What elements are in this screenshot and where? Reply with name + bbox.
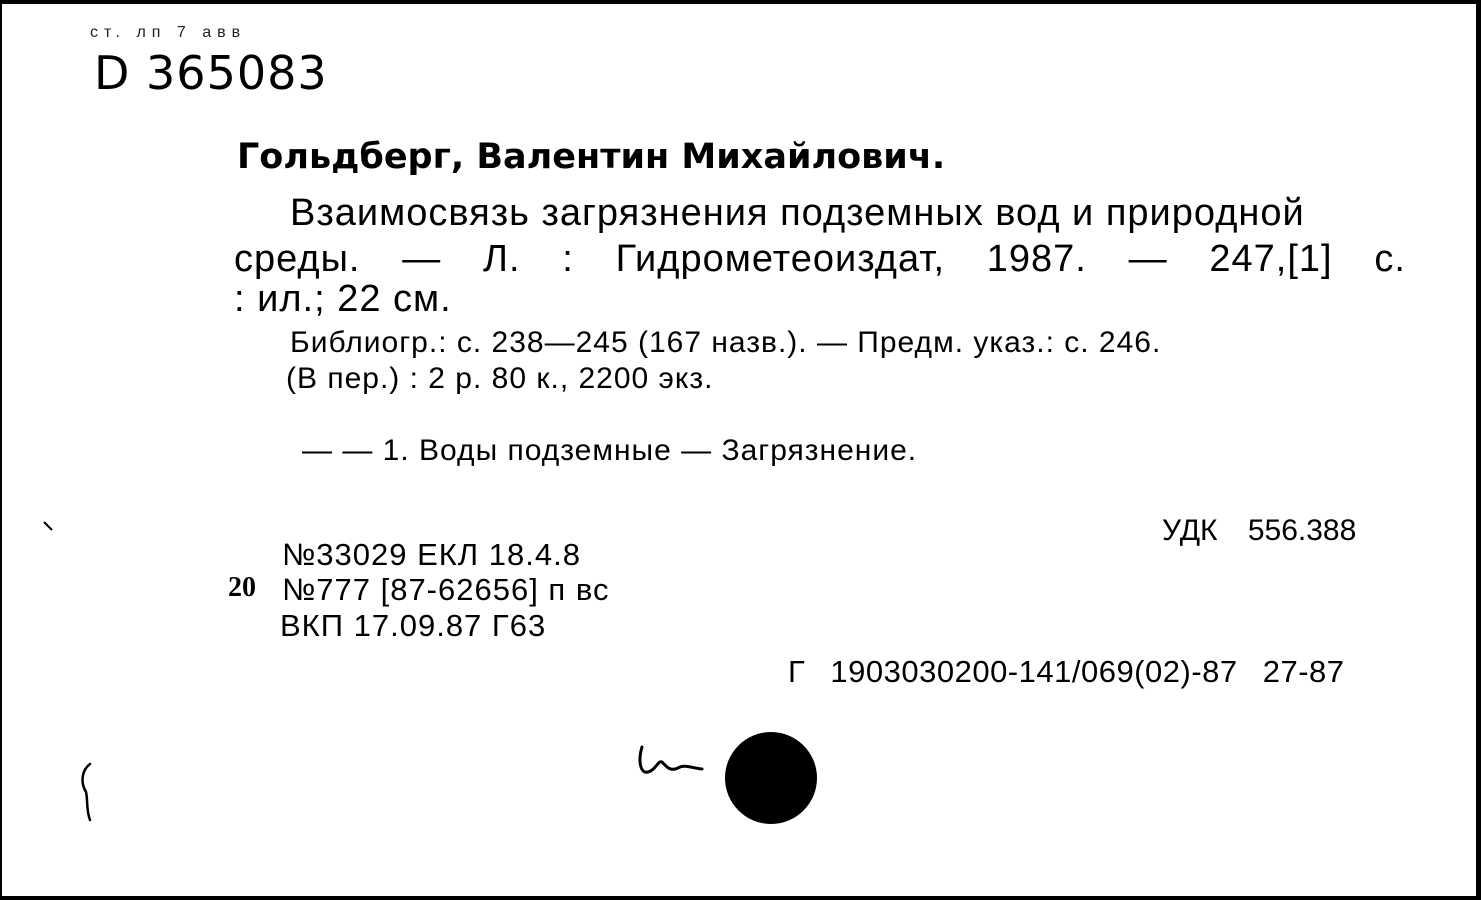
- registration-line-2: №777 [87-62656] п вс: [282, 572, 610, 607]
- punched-hole-dot: [725, 732, 817, 824]
- title-part: Гидрометеоиздат,: [615, 238, 945, 280]
- title-part: 247,[1]: [1209, 238, 1333, 280]
- title-part: 1987.: [986, 238, 1087, 280]
- title-part: :: [562, 238, 574, 280]
- copies-count: 20: [228, 572, 256, 603]
- price-note: (В пер.) : 2 р. 80 к., 2200 экз.: [286, 362, 714, 395]
- title-line-1: Взаимосвязь загрязнения подземных вод и природной: [290, 192, 1305, 234]
- title-part: —: [1128, 238, 1168, 280]
- udk-code: УДК 556.388: [1162, 514, 1357, 547]
- call-number: D 365083: [94, 46, 328, 100]
- classification-code: Г 1903030200-141/069(02)-87 27-87: [788, 654, 1345, 689]
- top-marks: ст. лп 7 авв: [90, 24, 247, 41]
- title-part: Л.: [483, 238, 521, 280]
- subject-heading: — — 1. Воды подземные — Загрязнение.: [302, 434, 918, 467]
- registration-line-3: ВКП 17.09.87 Г63: [280, 608, 547, 643]
- author-heading: Гольдберг, Валентин Михайлович.: [237, 137, 946, 177]
- title-line-2: [234, 238, 1406, 281]
- registration-line-1: №33029 ЕКЛ 18.4.8: [282, 537, 581, 572]
- handwritten-stroke: [72, 756, 112, 826]
- title-part: среды.: [234, 238, 361, 280]
- ink-speck: [42, 520, 56, 534]
- title-part: —: [402, 238, 442, 280]
- title-line-3: : ил.; 22 см.: [234, 278, 452, 320]
- title-part: с.: [1374, 238, 1406, 280]
- bibliography-note: Библиогр.: с. 238—245 (167 назв.). — Предм. указ.: с. 246.: [290, 326, 1162, 359]
- handwritten-mark: [632, 742, 712, 782]
